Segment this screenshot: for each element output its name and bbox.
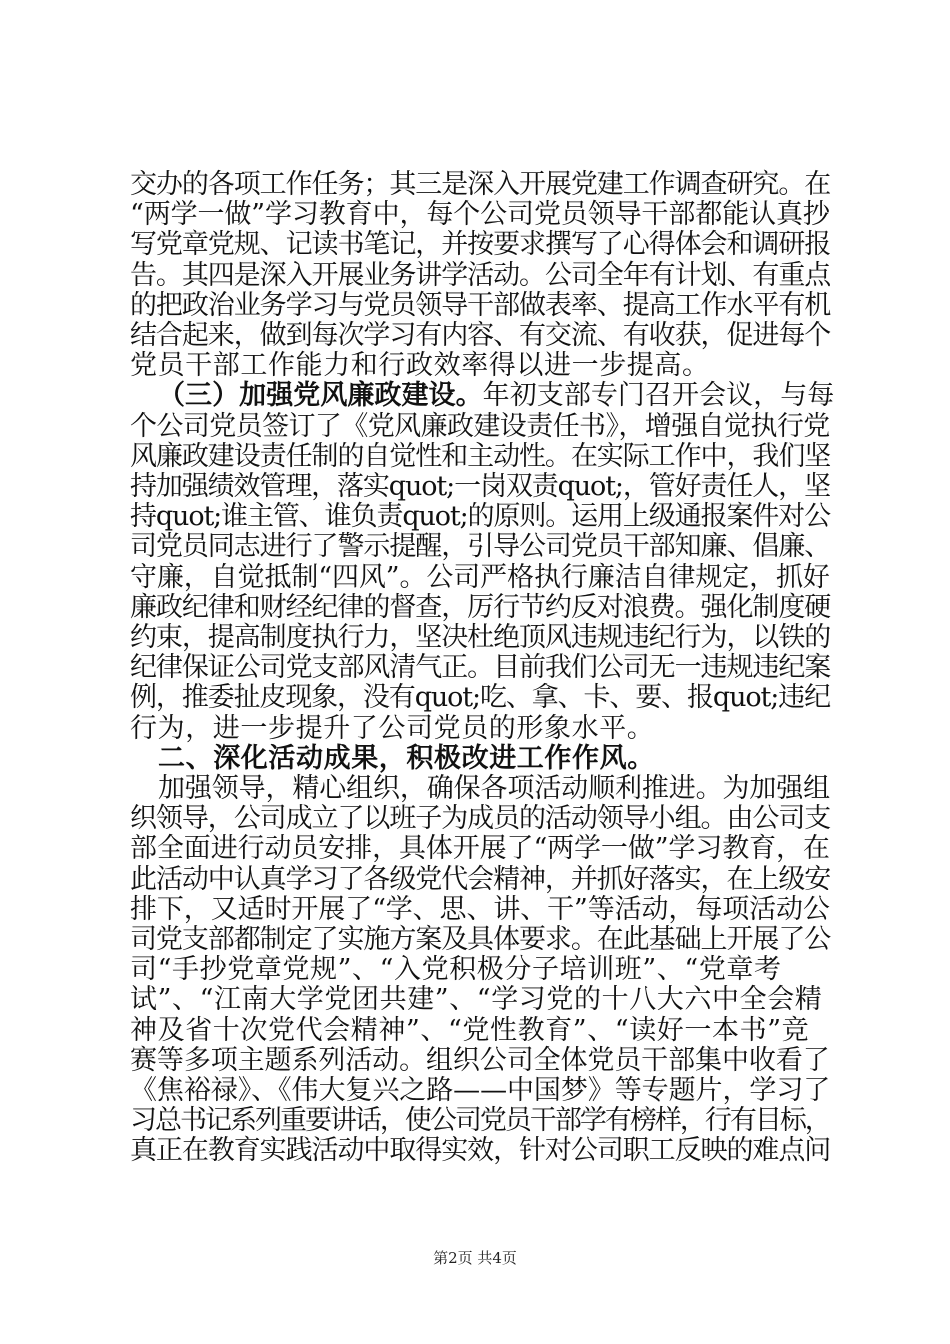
body-text-line: “两学一做”学习教育中，每个公司党员领导干部都能认真抄 <box>130 199 830 231</box>
body-text-line: 告。其四是深入开展业务讲学活动。公司全年有计划、有重点 <box>130 259 831 291</box>
body-text-line: 守廉，自觉抵制“四风”。公司严格执行廉洁自律规定，抓好 <box>130 561 830 593</box>
body-text-line: 司“手抄党章党规”、“入党积极分子培训班”、“党章考 <box>130 954 782 986</box>
section-heading: 二、深化活动成果，积极改进工作作风。 <box>158 742 655 774</box>
section-heading: （三）加强党风廉政建设。 <box>158 380 483 412</box>
body-text-line: 司党支部都制定了实施方案及具体要求。在此基础上开展了公 <box>130 924 831 955</box>
body-text-line: 排下，又适时开展了“学、思、讲、干”等活动，每项活动公 <box>130 893 830 925</box>
body-text-line: 此活动中认真学习了各级党代会精神，并抓好落实，在上级安 <box>130 863 831 895</box>
body-text-line: 神及省十次党代会精神”、“党性教育”、“读好一本书”竞 <box>130 1014 810 1046</box>
body-text-line: 例，推委扯皮现象，没有quot;吃、拿、卡、要、报quot;违纪 <box>130 682 830 714</box>
body-text-line: 部全面进行动员安排，具体开展了“两学一做”学习教育，在 <box>130 833 830 865</box>
body-text-line: 织领导，公司成立了以班子为成员的活动领导小组。由公司支 <box>130 803 831 835</box>
body-text-line: 廉政纪律和财经纪律的督查，厉行节约反对浪费。强化制度硬 <box>130 591 831 623</box>
body-text-line: 司党员同志进行了警示提醒，引导公司党员干部知廉、倡廉、 <box>130 531 831 563</box>
body-text-line: 交办的各项工作任务；其三是深入开展党建工作调查研究。在 <box>130 169 831 200</box>
body-text-line: 约束，提高制度执行力，坚决杜绝顶风违规违纪行为，以铁的 <box>130 622 831 653</box>
section-paragraph <box>158 381 834 411</box>
body-text-line: 持quot;谁主管、谁负责quot;的原则。运用上级通报案件对公 <box>130 501 830 533</box>
page-footer: 第2页 共4页 <box>433 1249 517 1267</box>
body-text-line: 《焦裕禄》、《伟大复兴之路——中国梦》等专题片，学习了 <box>130 1075 831 1106</box>
body-text-line: 真正在教育实践活动中取得实效，针对公司职工反映的难点问 <box>130 1135 831 1167</box>
body-text-line: 党员干部工作能力和行政效率得以进一步提高。 <box>130 350 710 382</box>
body-text-line: 写党章党规、记读书笔记，并按要求撰写了心得体会和调研报 <box>130 229 831 261</box>
body-text-line: 结合起来，做到每次学习有内容、有交流、有收获，促进每个 <box>130 320 831 351</box>
body-text-line: 风廉政建设责任制的自觉性和主动性。在实际工作中，我们坚 <box>130 440 831 472</box>
body-text-line: 持加强绩效管理，落实quot;一岗双责quot;，管好责任人，坚 <box>130 471 830 502</box>
body-text-line: 行为，进一步提升了公司党员的形象水平。 <box>130 712 655 744</box>
body-text-line: 加强领导，精心组织，确保各项活动顺利推进。为加强组 <box>158 773 830 804</box>
body-text-line: 的把政治业务学习与党员领导干部做表率、提高工作水平有机 <box>130 289 831 321</box>
body-text-line: 习总书记系列重要讲话，使公司党员干部学有榜样，行有目标， <box>130 1105 830 1137</box>
body-text-line: 年初支部专门召开会议，与每 <box>482 380 835 412</box>
body-text-line: 个公司党员签订了《党风廉政建设责任书》，增强自觉执行党 <box>130 410 830 442</box>
body-text-line: 试”、“江南大学党团共建”、“学习党的十八大六中全会精 <box>130 984 823 1016</box>
body-text-line: 纪律保证公司党支部风清气正。目前我们公司无一违规违纪案 <box>130 652 831 684</box>
body-text-line: 赛等多项主题系列活动。组织公司全体党员干部集中收看了 <box>130 1044 830 1076</box>
